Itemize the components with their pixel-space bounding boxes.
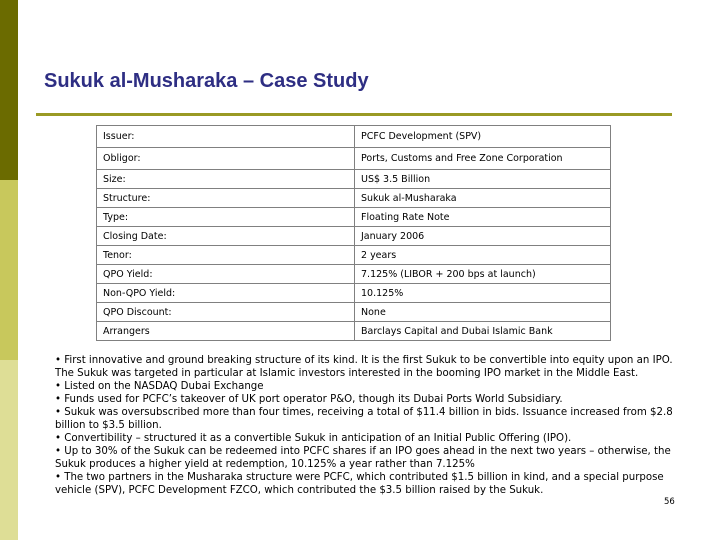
bullet-item: • Funds used for PCFC’s takeover of UK port operator P&O, though its Dubai Ports World Subsidiary. — [55, 394, 563, 405]
table-row — [97, 322, 611, 341]
bullet-item: • Convertibility – structured it as a convertible Sukuk in anticipation of an Initial Public Offering (IPO). — [55, 433, 572, 444]
row-label: Closing Date: — [97, 227, 355, 246]
slide-title: Sukuk al-Musharaka – Case Study — [44, 70, 369, 92]
row-label: QPO Discount: — [97, 303, 355, 322]
title-underline — [36, 113, 672, 116]
row-label: Tenor: — [97, 246, 355, 265]
row-value: 2 years — [355, 246, 611, 265]
table-row — [97, 246, 611, 265]
bullet-item: • Listed on the NASDAQ Dubai Exchange — [55, 381, 264, 392]
row-value: US$ 3.5 Billion — [355, 170, 611, 189]
row-value: January 2006 — [355, 227, 611, 246]
row-value: Floating Rate Note — [355, 208, 611, 227]
row-label: QPO Yield: — [97, 265, 355, 284]
bullet-item: • Sukuk was oversubscribed more than four times, receiving a total of $11.4 billion in bids. Issuance increased from $2.8 billion to $3.5 billion. — [55, 407, 673, 431]
table-row — [97, 148, 611, 170]
row-label: Arrangers — [97, 322, 355, 341]
table-row — [97, 189, 611, 208]
table-row — [97, 227, 611, 246]
left-band-light — [0, 360, 18, 540]
row-value: Sukuk al-Musharaka — [355, 189, 611, 208]
row-value: 7.125% (LIBOR + 200 bps at launch) — [355, 265, 611, 284]
table-row — [97, 303, 611, 322]
bullet-item: • Up to 30% of the Sukuk can be redeemed into PCFC shares if an IPO goes ahead in the next two years – otherwise, the Sukuk produces a higher yield at redemption, 10.125% a year rather than 7.125% — [55, 446, 671, 470]
row-label: Issuer: — [97, 126, 355, 148]
case-study-table — [96, 125, 611, 341]
table-row — [97, 265, 611, 284]
bullet-item: • The two partners in the Musharaka structure were PCFC, which contributed $1.5 billion in kind, and a special purpose vehicle (SPV), PCFC Development FZCO, which contributed the $3.5 billion raised by the Sukuk. — [55, 472, 664, 496]
row-label: Size: — [97, 170, 355, 189]
table-row — [97, 284, 611, 303]
bullet-notes — [55, 354, 681, 497]
table-row — [97, 208, 611, 227]
row-value: PCFC Development (SPV) — [355, 126, 611, 148]
row-value: 10.125% — [355, 284, 611, 303]
row-label: Structure: — [97, 189, 355, 208]
row-value: Ports, Customs and Free Zone Corporation — [355, 148, 611, 170]
table-row — [97, 170, 611, 189]
row-value: Barclays Capital and Dubai Islamic Bank — [355, 322, 611, 341]
row-value: None — [355, 303, 611, 322]
row-label: Obligor: — [97, 148, 355, 170]
left-band-mid — [0, 180, 18, 360]
row-label: Non-QPO Yield: — [97, 284, 355, 303]
bullet-item: • First innovative and ground breaking structure of its kind. It is the first Sukuk to be convertible into equity upon an IPO. The Sukuk was targeted in particular at Islamic investors interested in the booming IPO market in the Middle East. — [55, 355, 673, 379]
row-label: Type: — [97, 208, 355, 227]
table-row — [97, 126, 611, 148]
page-number: 56 — [664, 497, 675, 507]
left-band-dark — [0, 0, 18, 180]
